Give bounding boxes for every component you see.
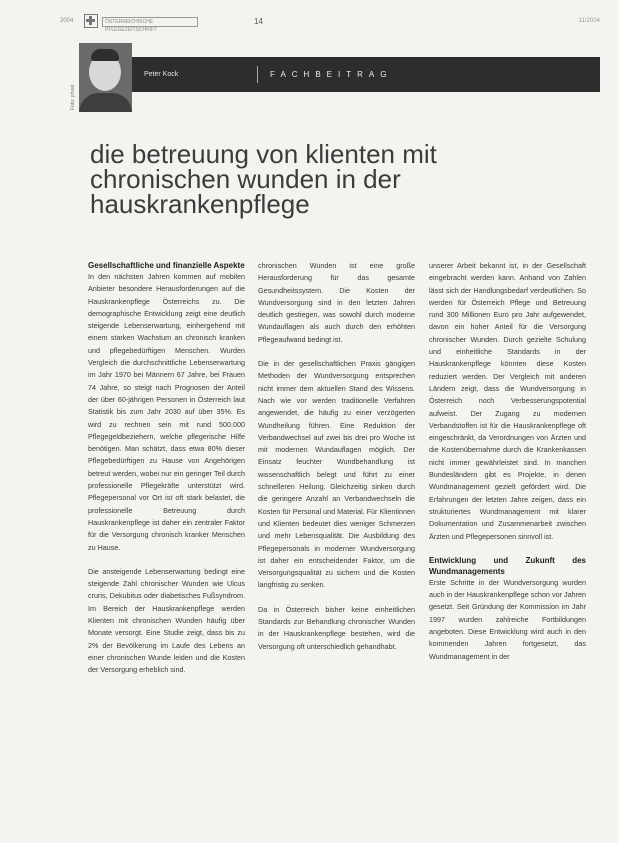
magazine-title: ÖSTERREICHISCHE PFLEGEZEITSCHRIFT [102,17,198,27]
band-divider [257,66,258,83]
paragraph: Die ansteigende Lebenserwartung bedingt eine steigende Zahl chronischer Wunden wie Ulcus cruris, Dekubitus oder diabetisches Fußsyndrom. Im Bereich der Hauskrankenpflege werden Klienten mit chronischen Wunden häufig über Monate versorgt. Eine Studie zeigt, dass bis zu 2% der Bevölkerung im Laufe des Lebens an einer chronischen Wunde leiden und die Kosten der Versorgung erheblich sind. [88,566,245,675]
page-number: 14 [254,17,263,26]
article-column-1 [88,260,245,689]
author-band [132,57,600,92]
article-headline [90,139,530,219]
author-photo [79,43,132,112]
photo-credit: Foto: privat [70,84,76,110]
article-column-3 [429,260,586,675]
section-kicker: FACHBEITRAG [270,70,393,79]
headline-line: hauskrankenpflege [90,189,310,219]
article-column-2 [258,260,415,665]
author-name: Peter Kock [144,71,179,78]
page-header [60,14,600,33]
section-heading: Entwicklung und Zukunft des Wundmanagements [429,555,586,576]
paragraph: chronischen Wunden ist eine große Herausforderung für das gesamte Gesundheitssystem. Die Kosten der Wundversorgung sind in den letzten Jahren deutlich gestiegen, was sowohl durch moderne Wundauflagen als auch durch den erhöhten Pflegeaufwand bedingt ist. [258,261,415,344]
headline-line: die betreuung von klienten mit [90,139,437,169]
issue-date: 11/2004 [578,18,600,24]
paragraph: unserer Arbeit bekannt ist, in der Gesellschaft eingebracht werden kann. Anhand von Zahlen lässt sich der Handlungsbedarf verdeutlichen. So werden für Österreich Pflege und Betreuung rund 300 Millionen Euro pro Jahr aufgewendet, davon ein hoher Anteil für die Versorgung chronischer Wunden. Durch gezielte Schulung und einheitliche Standards in der Hauskrankenpflege könnten diese Kosten reduziert werden. Der Vergleich mit anderen Ländern zeigt, dass die Wundversorgung in Österreich noch Verbesserungspotential aufweist. Der Zugang zu modernen Verbandstoffen ist für die Hauskrankenpflege oft eingeschränkt, da Verordnungen von Ärzten und die Kostenübernahme durch die Krankenkassen nicht immer gewährleistet sind. In manchen Bundesländern gibt es Projekte, in denen Wundmanagement gezielt gefördert wird. Die Erfahrungen der letzten Jahre zeigen, dass ein strukturiertes Wundmanagement mit klarer Dokumentation und Zusammenarbeit zwischen Ärzten und Pflegepersonen sinnvoll ist. [429,261,586,541]
paragraph: Da in Österreich bisher keine einheitlichen Standards zur Behandlung chronischer Wunden in der Hauskrankenpflege bestehen, wird die Versorgung oft unterschiedlich gehandhabt. [258,604,415,651]
headline-line: chronischen wunden in der [90,164,401,194]
section-heading: Gesellschaftliche und finanzielle Aspekte [88,261,245,270]
issue-label: 2004 [60,18,74,24]
paragraph: Erste Schritte in der Wundversorgung wurden auch in der Hauskrankenpflege schon vor Jahren gesetzt. Seit Gründung der Kommission im Jahr 1997 wurden zahlreiche Fortbildungen angeboten. Diese Entwicklung wird auch in den kommenden Jahren fortgesetzt, das Wundmanagement in der [429,577,586,661]
cross-logo-icon [84,14,98,28]
paragraph: In den nächsten Jahren kommen auf mobilen Anbieter besondere Herausforderungen auf die Hauskrankenpflege Österreichs zu. Die demographische Entwicklung zeigt eine deutlich steigende Lebenserwartung, einhergehend mit einem starken Wachstum an chronisch kranken und pflegebedürftigen Menschen. Wurden Vergleich die durchschnittliche Lebenserwartung im Jahr 1970 bei Männern 67 Jahre, bei Frauen 74 Jahre, so steigt nach Prognosen der Anteil der über 60-jährigen Personen in Österreich laut Statistik bis zum Jahr 2030 auf über 35%. Es wird zu rechnen sein mit rund 500.000 Pflegegeldbeziehern, welche pflegerische Hilfe benötigen. Man schätzt, dass etwa 80% dieser Pflegebedürftigen zu Hause von Angehörigen betreut werden, wobei nur ein geringer Teil durch professionelle Pflegekräfte unterstützt wird. Pflegepersonal vor Ort ist oft stark belastet, die professionelle Betreuung durch Hauskrankenpflege ist daher ein zentraler Faktor für die Versorgung chronisch kranker Menschen zu Hause. [88,272,245,552]
paragraph: Die in der gesellschaftlichen Praxis gängigen Methoden der Wundversorgung entsprechen nicht immer dem aktuellen Stand des Wissens. Nach wie vor werden traditionelle Verfahren angewendet, die häufig zu einer verzögerten Wundheilung führen. Eine Reduktion der Verbandwechsel auf zwei bis drei pro Woche ist mit modernen Wundauflagen möglich. Der Einsatz feuchter Wundbehandlung ist wissenschaftlich belegt und führt zu einer schnelleren Heilung. Gleichzeitig sinken durch die geringere Anzahl an Verbandwechseln die Kosten für Personal und Material. Für Klientinnen und Klienten bedeutet dies weniger Schmerzen und mehr Lebensqualität. Die Ausbildung des Pflegepersonals in moderner Wundversorgung ist daher ein entscheidender Faktor, um die Versorgungsqualität zu sichern und die Kosten langfristig zu senken. [258,359,415,590]
